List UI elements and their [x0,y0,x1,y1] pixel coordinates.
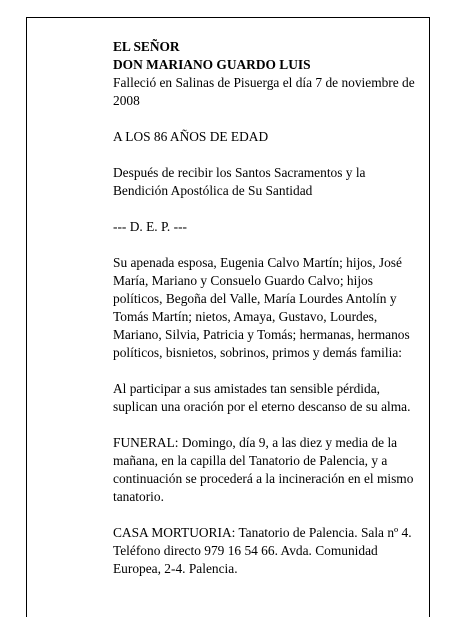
deceased-title [113,38,418,74]
death-info: Falleció en Salinas de Pisuerga el día 7 de noviembre de 2008 [113,75,415,108]
obituary-notice [113,38,418,596]
prayer-request: Al participar a sus amistades tan sensible pérdida, suplican una oración por el eterno descanso de su alma. [113,381,411,414]
casa-mortuoria-info: CASA MORTUORIA: Tanatorio de Palencia. Sala nº 4. Teléfono directo 979 16 54 66. Avda. Comunidad Europea, 2-4. Palencia. [113,525,412,576]
deceased-name: DON MARIANO GUARDO LUIS [113,57,311,72]
family-list: Su apenada esposa, Eugenia Calvo Martín; hijos, José María, Mariano y Consuelo Guardo Calvo; hijos políticos, Begoña del Valle, María Lourdes Antolín y Tomás Martín; nietos, Amaya, Gustavo, Lourdes, Mariano, Silvia, Patricia y Tomás; hermanas, hermanos políticos, bisnietos, sobrinos, primos y demás familia: [113,255,410,360]
dep-line: --- D. E. P. --- [113,219,188,234]
age-line: A LOS 86 AÑOS DE EDAD [113,129,269,144]
title-line-1: EL SEÑOR [113,39,180,54]
sacraments-line: Después de recibir los Santos Sacramentos y la Bendición Apostólica de Su Santidad [113,165,366,198]
funeral-info: FUNERAL: Domingo, día 9, a las diez y media de la mañana, en la capilla del Tanatorio de Palencia, y a continuación se procederá a la incineración en el mismo tanatorio. [113,435,414,504]
